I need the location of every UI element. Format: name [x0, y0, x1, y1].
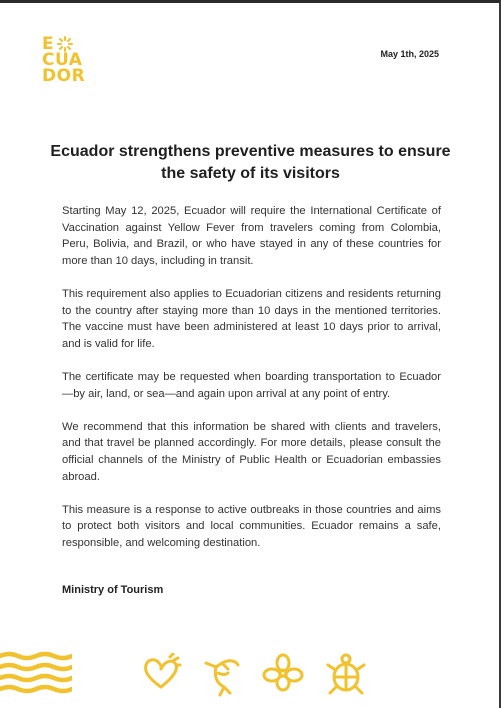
turtle-icon	[324, 653, 368, 697]
ecuador-logo	[42, 36, 98, 84]
hummingbird-icon	[202, 653, 242, 697]
logo-letter-e: E	[42, 34, 55, 54]
heart-icon	[140, 653, 182, 693]
signature: Ministry of Tourism	[62, 584, 164, 596]
flower-icon	[262, 653, 304, 693]
footer-icons	[140, 653, 368, 697]
waves-icon	[0, 651, 72, 697]
logo-text-line2: DOR	[42, 66, 86, 86]
paragraph: The certificate may be requested when boarding transportation to Ecuador—by air, land, or sea—and again upon arrival at any point of entry.	[62, 370, 441, 400]
document-title: Ecuador strengthens preventive measures to ensure the safety of its visitors	[50, 143, 451, 182]
paragraph: We recommend that this information be shared with clients and travelers, and that travel be planned accordingly. For more details, please consult the official channels of the Ministry of Public Health or Ecuadorian embassies abroad.	[62, 420, 441, 483]
logo-text-line1: CUA	[42, 50, 83, 70]
document-date: May 1th, 2025	[380, 49, 439, 59]
paragraph: Starting May 12, 2025, Ecuador will require the International Certificate of Vaccination against Yellow Fever from travelers coming from Colombia, Peru, Bolivia, and Brazil, or who have stayed in any of these countries for more than 10 days, including in transit.	[62, 205, 441, 267]
paragraph: This measure is a response to active outbreaks in those countries and aims to protect both visitors and local communities. Ecuador remains a safe, responsible, and welcoming destination.	[62, 503, 441, 549]
document-body	[62, 203, 441, 568]
paragraph: This requirement also applies to Ecuadorian citizens and residents returning to the country after staying more than 10 days in the mentioned territories. The vaccine must have been administered at least 10 days prior to arrival, and is valid for life.	[62, 287, 441, 350]
